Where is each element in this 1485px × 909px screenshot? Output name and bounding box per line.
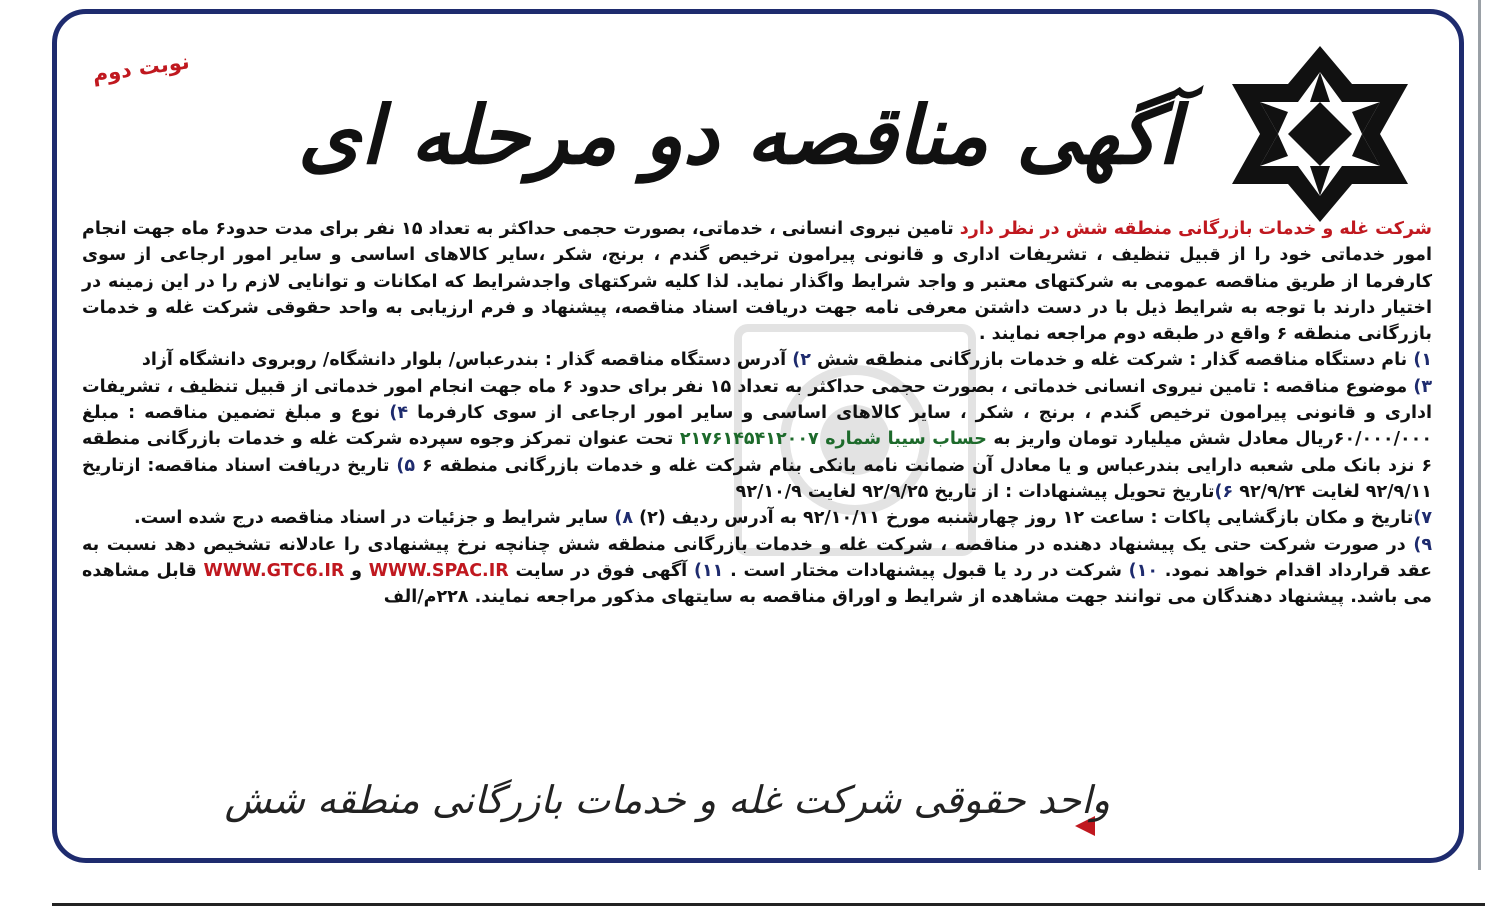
item-text: تاریخ تحویل پیشنهادات : از تاریخ ۹۲/۹/۲۵ لغایت ۹۲/۱۰/۹ — [735, 481, 1215, 502]
item-text: موضوع مناقصه : تامین نیروی انسانی خدماتی ، بصورت حجمی حداکثر به تعداد ۱۵ نفر برای حدود ۶ ماه جهت انجام امور خدماتی از قبیل تنظیف ، تشریفات اداری و قانونی پیرامون ترخیص گندم ، برنج ، شکر ، سایر کالاهای اساسی و سایر امور ارجاعی از سوی کارفرما — [82, 376, 1432, 424]
item-number: ۴) — [389, 403, 408, 424]
intro-text: تامین نیروی انسانی ، خدماتی، بصورت حجمی حداکثر به تعداد ۱۵ نفر برای مدت حدود۶ ماه جهت انجام امور خدماتی خود را از قبیل تنظیف ، تشریفات اداری و قانونی پیرامون ترخیص گندم ، برنج، شکر ،سایر کالاهای اساسی و سایر امور ارجاعی از سوی کارفرما از طریق مناقصه عمومی به شرکتهای معتبر و واجد شرایط واگذار نماید. لذا کلیه شرکتهای واجدشرایط که امکانات و توانایی لازم را در این زمینه در اختیار دارند با توجه به شرایط ذیل با در دست داشتن معرفی نامه جهت دریافت اسناد مناقصه، پیشنهاد و فرم ارزیابی به واحد حقوقی شرکت غله و خدمات بازرگانی منطقه ۶ واقع در طبقه دوم مراجعه نمایند . — [82, 219, 1432, 345]
account-number: حساب سیبا شماره ۲۱۷۶۱۴۵۴۱۲۰۰۷ — [679, 429, 987, 450]
item-text: تاریخ و مکان بازگشایی پاکات : ساعت ۱۲ روز چهارشنبه مورخ ۹۲/۱۰/۱۱ به آدرس ردیف (۲) — [633, 508, 1414, 529]
bottom-divider — [52, 903, 1485, 906]
item-1-2 — [82, 347, 1432, 373]
item-text: و — [344, 560, 369, 581]
item-text: آگهی فوق در سایت — [508, 560, 694, 581]
item-number: ۱) — [1413, 350, 1432, 371]
item-number: ۹) — [1413, 534, 1432, 555]
item-9-11 — [82, 532, 1432, 611]
website-link-gtc6[interactable]: WWW.GTC6.IR — [203, 560, 345, 581]
item-number: ۲) — [792, 350, 811, 371]
item-text: نوع و مبلغ تضمین مناقصه : مبلغ ۶۰/۰۰۰/۰۰۰ریال معادل شش میلیارد تومان واریز به — [82, 403, 1432, 450]
item-number: ۷) — [1413, 508, 1432, 529]
item-number: ۶) — [1214, 481, 1234, 502]
item-text: آدرس دستگاه مناقصه گذار : بندرعباس/ بلوار دانشگاه/ روبروی دانشگاه آزاد — [141, 350, 793, 371]
second-publication-stamp: نوبت دوم — [90, 49, 191, 87]
item-3-4 — [82, 374, 1432, 505]
company-intro-bold: شرکت غله و خدمات بازرگانی منطقه شش در نظر دارد — [959, 219, 1432, 239]
signature: واحد حقوقی شرکت غله و خدمات بازرگانی منطقه شش — [224, 778, 1110, 822]
website-link-spac[interactable]: WWW.SPAC.IR — [368, 560, 509, 581]
intro-paragraph — [82, 216, 1432, 347]
item-number: ۱۱) — [693, 560, 724, 581]
page-edge-rule — [1478, 0, 1481, 870]
item-text: نام دستگاه مناقصه گذار : شرکت غله و خدمات بازرگانی منطقه شش — [810, 350, 1414, 371]
company-logo-icon — [1230, 44, 1410, 224]
item-number: ۸) — [614, 508, 633, 529]
item-text: در صورت شرکت حتی یک پیشنهاد دهنده در مناقصه ، شرکت غله و خدمات بازرگانی منطقه شش چنانچه نرخ پیشنهادی را عادلانه تشخیص دهد نسبت به عقد قرارداد اقدام خواهد نمود. — [82, 534, 1432, 581]
item-number: ۵) — [396, 455, 416, 476]
item-text: تحت عنوان تمرکز وجوه سپرده شرکت غله و خدمات بازرگانی منطقه ۶ نزد بانک ملی شعبه دارایی بندرعباس و یا معادل آن ضمانت نامه بانکی بنام شرکت غله و خدمات بازرگانی منطقه ۶ — [82, 429, 1432, 476]
item-number: ۱۰) — [1128, 560, 1159, 581]
page-title: آگهی مناقصه دو مرحله ای — [297, 88, 1180, 182]
item-number: ۳) — [1413, 376, 1433, 397]
item-7-8 — [82, 505, 1432, 531]
item-text: تاریخ دریافت اسناد مناقصه: ازتاریخ ۹۲/۹/۱۱ لغایت ۹۲/۹/۲۴ — [82, 455, 1432, 502]
advertisement-body — [82, 216, 1432, 610]
item-text: قابل مشاهده می باشد. پیشنهاد دهندگان می توانند جهت مشاهده از شرایط و اوراق مناقصه به سایتهای مذکور مراجعه نمایند. ۲۲۸م/الف — [82, 560, 1432, 608]
item-text: شرکت در رد یا قبول پیشنهادات مختار است . — [723, 560, 1129, 581]
item-text: سایر شرایط و جزئیات در اسناد مناقصه درج شده است. — [133, 508, 615, 529]
